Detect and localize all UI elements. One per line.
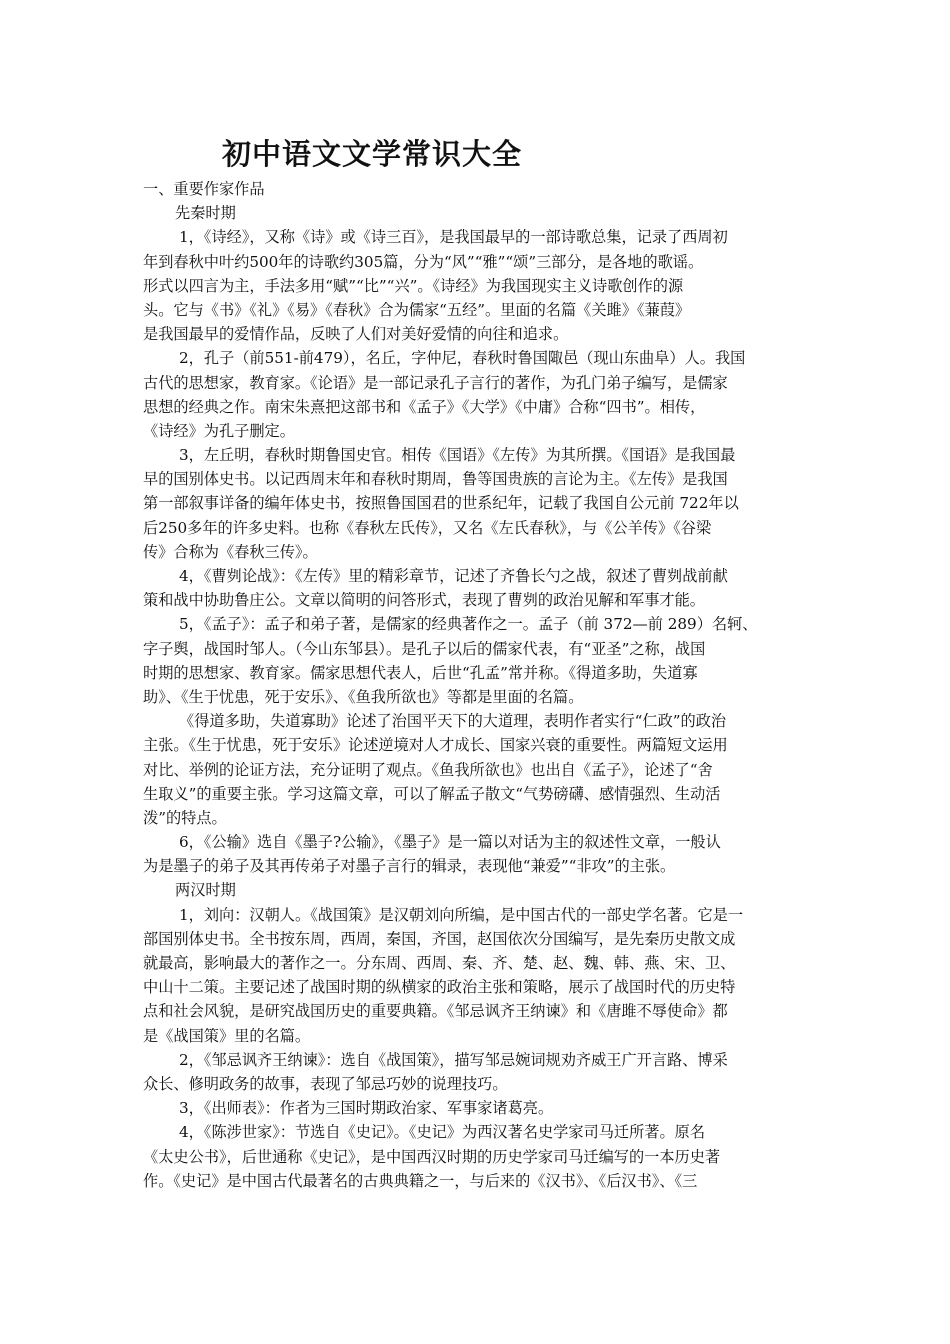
text-line: 4，《曹刿论战》：《左传》里的精彩章节，记述了齐鲁长勺之战，叙述了曹刿战前献 <box>179 567 728 585</box>
text-line: 主张。《生于忧患，死于安乐》论述逆境对人才成长、国家兴衰的重要性。两篇短文运用 <box>143 736 728 755</box>
text-line: 《诗经》为孔子删定。 <box>143 421 295 440</box>
text-line: 3，《出师表》：作者为三国时期政治家、军事家诸葛亮。 <box>179 1099 554 1118</box>
text-line: 后250多年的许多史料。也称《春秋左氏传》，又名《左氏春秋》，与《公羊传》《谷梁 <box>143 518 712 537</box>
text-line: 先秦时期 <box>175 204 236 223</box>
text-line: 早的国别体史书。以记西周末年和春秋时期周，鲁等国贵族的言论为主。《左传》是我国 <box>143 470 728 489</box>
text-line: 作。《史记》是中国古代最著名的古典典籍之一，与后来的《汉书》、《后汉书》、《三 <box>143 1171 698 1190</box>
text-line: 头。它与《书》《礼》《易》《春秋》合为儒家“五经”。里面的名篇《关雎》《蒹葭》 <box>143 300 691 319</box>
text-line: 部国别体史书。全书按东周，西周，秦国，齐国，赵国依次分国编写，是先秦历史散文成 <box>143 929 736 948</box>
text-line: 助》、《生于忧患，死于安乐》、《鱼我所欲也》等都是里面的名篇。 <box>143 687 584 706</box>
text-line: 是我国最早的爱情作品，反映了人们对美好爱情的向往和追求。 <box>143 325 569 344</box>
text-line: 字子舆，战国时邹人。（今山东邹县）。是孔子以后的儒家代表，有“亚圣”之称，战国 <box>143 639 706 658</box>
text-line: 第一部叙事详备的编年体史书，按照鲁国国君的世系纪年，记载了我国自公元前 722年以 <box>143 494 739 513</box>
text-line: 6，《公输》选自《墨子?公输》，《墨子》是一篇以对话为主的叙述性文章，一般认 <box>179 833 721 852</box>
text-line: 传》合称为《春秋三传》。 <box>143 542 318 561</box>
text-line: 一、重要作家作品 <box>143 180 265 198</box>
text-line: 众长、修明政务的故事，表现了邹忌巧妙的说理技巧。 <box>143 1074 508 1093</box>
text-line: 时期的思想家、教育家。儒家思想代表人，后世“孔孟”常并称。《得道多助，失道寡 <box>143 663 698 682</box>
text-line: 生取义”的重要主张。学习这篇文章，可以了解孟子散文“气势磅礴、感情强烈、生动活 <box>143 784 721 803</box>
text-line: 形式以四言为主，手法多用“赋”“比”“兴”。《诗经》为我国现实主义诗歌创作的源 <box>143 276 684 295</box>
text-line: 2，孔子（前551-前479），名丘，字仲尼，春秋时鲁国陬邑（现山东曲阜）人。我国 <box>179 349 746 368</box>
text-line: 两汉时期 <box>175 881 236 900</box>
text-line: 中山十二策。主要记述了战国时期的纵横家的政治主张和策略，展示了战国时代的历史特 <box>143 978 736 997</box>
text-line: 5，《孟子》：孟子和弟子著，是儒家的经典著作之一。孟子（前 372—前 289）名轲、 <box>179 615 758 634</box>
text-line: 1，刘向：汉朝人。《战国策》是汉朝刘向所编，是中国古代的一部史学名著。它是一 <box>179 905 744 924</box>
text-line: 思想的经典之作。南宋朱熹把这部书和《孟子》《大学》《中庸》合称“四书”。相传， <box>143 397 706 416</box>
text-line: 1，《诗经》，又称《诗》或《诗三百》，是我国最早的一部诗歌总集，记录了西周初 <box>179 228 728 247</box>
text-line: 年到春秋中叶约500年的诗歌约305篇，分为“风”“雅”“颂”三部分，是各地的歌谣。 <box>143 252 704 271</box>
document-body <box>143 177 809 1193</box>
text-line: 古代的思想家，教育家。《论语》是一部记录孔子言行的著作，为孔门弟子编写，是儒家 <box>143 373 728 392</box>
text-line: 泼”的特点。 <box>143 808 227 827</box>
text-line: 就最高，影响最大的著作之一。分东周、西周、秦、齐、楚、赵、魏、韩、燕、宋、卫、 <box>143 954 736 972</box>
text-line: 《得道多助，失道寡助》论述了治国平天下的大道理，表明作者实行“仁政”的政治 <box>179 712 727 731</box>
text-line: 对比、举例的论证方法，充分证明了观点。《鱼我所欲也》也出自《孟子》，论述了“舍 <box>143 760 713 779</box>
page-title: 初中语文文学常识大全 <box>222 137 523 171</box>
text-line: 3，左丘明，春秋时期鲁国史官。相传《国语》《左传》为其所撰。《国语》是我国最 <box>179 446 736 465</box>
text-line: 是《战国策》里的名篇。 <box>143 1026 311 1045</box>
text-line: 《太史公书》，后世通称《史记》，是中国西汉时期的历史学家司马迁编写的一本历史著 <box>143 1147 721 1166</box>
text-line: 点和社会风貌，是研究战国历史的重要典籍。《邹忌讽齐王纳谏》和《唐雎不辱使命》都 <box>143 1002 728 1021</box>
text-line: 策和战中协助鲁庄公。文章以简明的问答形式，表现了曹刿的政治见解和军事才能。 <box>143 591 705 610</box>
text-line: 为是墨子的弟子及其再传弟子对墨子言行的辑录，表现他“兼爱”“非攻”的主张。 <box>143 857 676 876</box>
text-line: 4，《陈涉世家》：节选自《史记》。《史记》为西汉著名史学家司马迁所著。原名 <box>179 1123 706 1142</box>
text-line: 2，《邹忌讽齐王纳谏》：选自《战国策》，描写邹忌婉词规劝齐威王广开言路、博采 <box>179 1050 728 1069</box>
